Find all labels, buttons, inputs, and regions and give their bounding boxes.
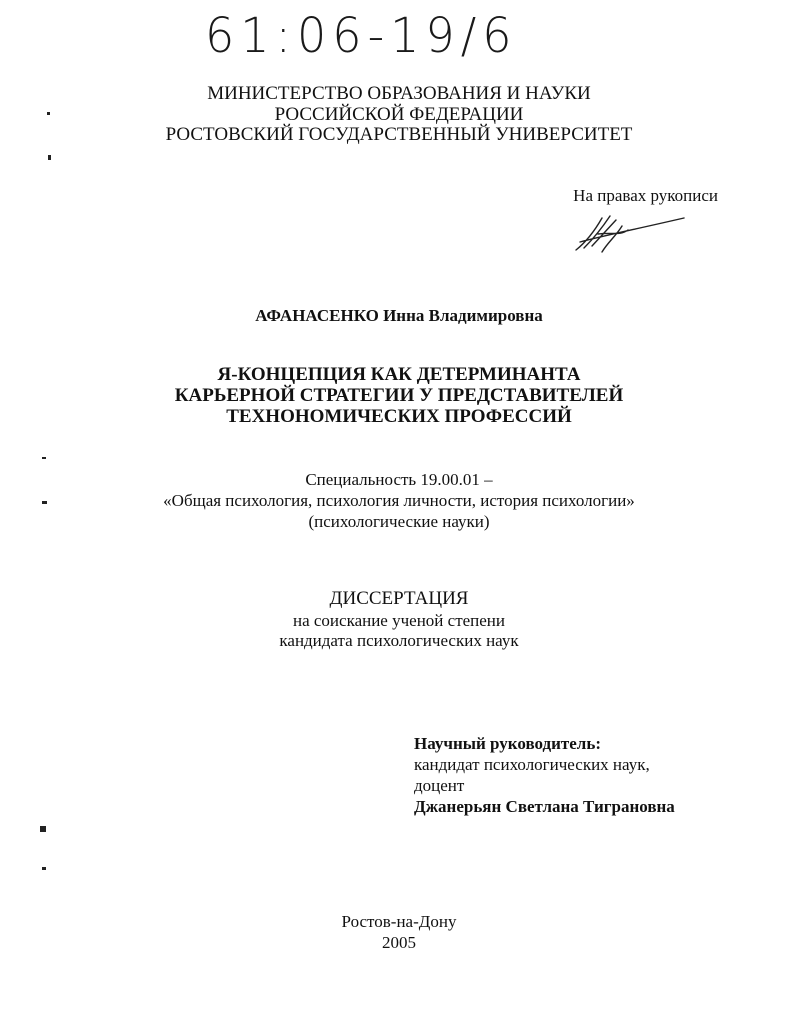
- scan-speck: [42, 457, 46, 459]
- title-line: Я-КОНЦЕПЦИЯ КАК ДЕТЕРМИНАНТА: [217, 364, 581, 385]
- title-line: КАРЬЕРНОЙ СТРАТЕГИИ У ПРЕДСТАВИТЕЛЕЙ: [174, 385, 624, 406]
- handwritten-archive-code: 61:06-19/6: [205, 6, 518, 64]
- specialty-block: [0, 469, 798, 532]
- year: 2005: [382, 933, 416, 952]
- specialty-field: (психологические науки): [308, 512, 490, 531]
- ministry-name: МИНИСТЕРСТВО ОБРАЗОВАНИЯ И НАУКИ: [207, 83, 591, 104]
- specialty-code: Специальность 19.00.01 –: [305, 470, 493, 489]
- country-name: РОССИЙСКОЙ ФЕДЕРАЦИИ: [274, 103, 524, 125]
- supervisor-rank: доцент: [414, 776, 465, 795]
- title-line: ТЕХНОНОМИЧЕСКИХ ПРОФЕССИЙ: [226, 406, 572, 427]
- supervisor-label: Научный руководитель:: [414, 734, 601, 753]
- place-and-year: [0, 911, 798, 953]
- signature: [572, 212, 692, 256]
- scan-speck: [48, 155, 51, 160]
- ministry-header: [0, 84, 798, 146]
- supervisor-name: Джанерьян Светлана Тиграновна: [414, 797, 675, 816]
- university-name: РОСТОВСКИЙ ГОСУДАРСТВЕННЫЙ УНИВЕРСИТЕТ: [165, 124, 633, 145]
- scan-speck: [42, 867, 46, 870]
- specialty-name: «Общая психология, психология личности, история психологии»: [163, 491, 635, 510]
- supervisor-block: [414, 733, 675, 817]
- scan-speck: [40, 826, 46, 832]
- degree-line: кандидата психологических наук: [279, 631, 519, 650]
- rights-note: На правах рукописи: [573, 186, 718, 205]
- degree-line: на соискание ученой степени: [292, 611, 506, 630]
- city: Ростов-на-Дону: [341, 912, 457, 931]
- dissertation-heading: ДИССЕРТАЦИЯ: [329, 588, 469, 609]
- author-name: АФАНАСЕНКО Инна Владимировна: [255, 306, 543, 325]
- supervisor-degree: кандидат психологических наук,: [414, 755, 650, 774]
- dissertation-degree: [0, 611, 798, 651]
- dissertation-title: [0, 364, 798, 427]
